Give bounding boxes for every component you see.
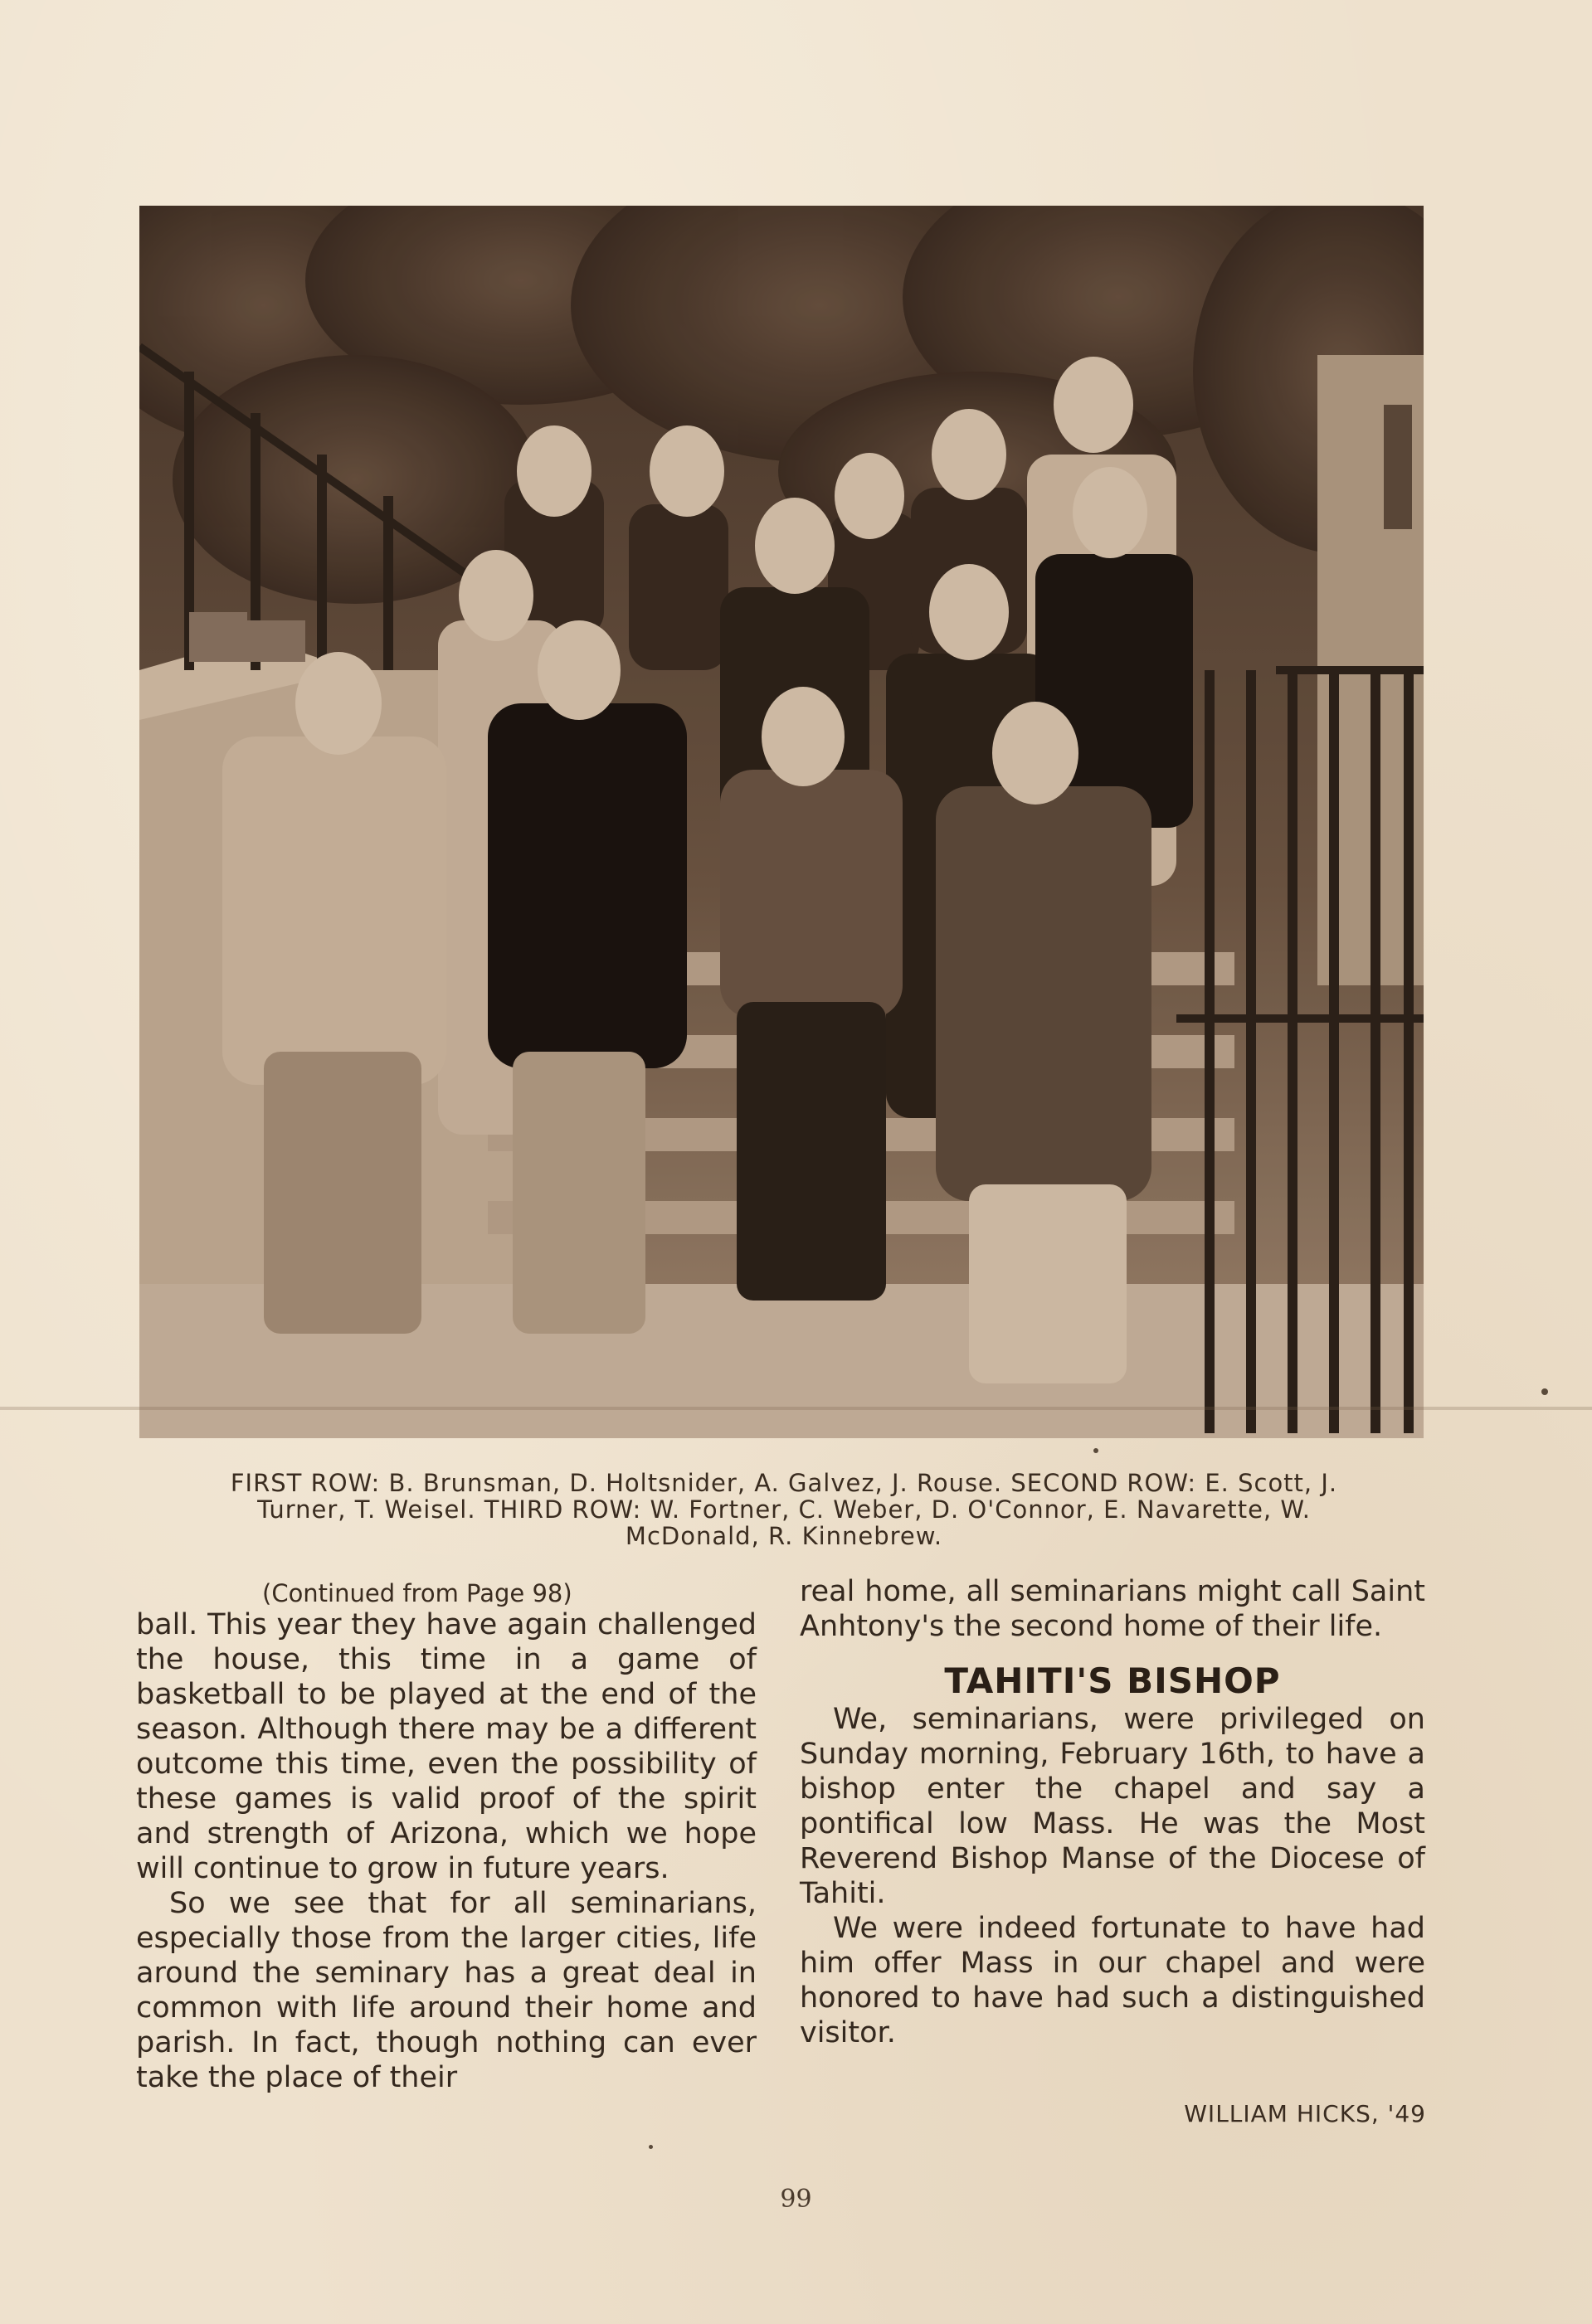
paper-speck xyxy=(1093,1448,1098,1453)
page-number: 99 xyxy=(780,2185,812,2214)
continued-note: (Continued from Page 98) xyxy=(262,1579,572,1607)
right-paragraph-1: real home, all seminarians might call Saint Anhtony's the second home of their life. xyxy=(800,1575,1425,1643)
right-paragraph-2: We, seminarians, were privileged on Sunday morning, February 16th, to have a bishop enter the chapel and say a pontifical low Mass. He was the Most Reverend Bishop Manse of the Diocese of Tahiti. xyxy=(800,1703,1425,1910)
author-signature: WILLIAM HICKS, '49 xyxy=(1184,2100,1426,2127)
left-paragraph-1: ball. This year they have again challenged the house, this time in a game of basketball to be played at the end of the season. Although there may be a different outcome this time, even the possibility of these games is valid proof of the spirit and strength of Arizona, which we hope will continue to grow in future years. xyxy=(136,1608,757,1885)
group-photo xyxy=(139,206,1424,1438)
paper-fold xyxy=(0,1407,1592,1410)
paper-speck xyxy=(649,2145,653,2149)
photo-caption: FIRST ROW: B. Brunsman, D. Holtsnider, A. Galvez, J. Rouse. SECOND ROW: E. Scott, J. Turner, T. Weisel. THIRD ROW: W. Fortner, C. Weber, D. O'Connor, E. Navarette, W. McDonald, R. Kinnebrew. xyxy=(230,1469,1338,1550)
right-column xyxy=(800,1574,1425,2050)
group-photo-icon xyxy=(139,206,1424,1438)
right-paragraph-3: We were indeed fortunate to have had him offer Mass in our chapel and were honored to have had such a distinguished visitor. xyxy=(800,1912,1425,2049)
left-paragraph-2: So we see that for all seminarians, especially those from the larger cities, life around the seminary has a great deal in common with life around their home and parish. In fact, though nothing can ever take the place of their xyxy=(136,1887,757,2094)
left-column xyxy=(136,1574,757,2095)
article-heading: TAHITI'S BISHOP xyxy=(944,1660,1281,1701)
paper-speck xyxy=(1541,1388,1548,1395)
